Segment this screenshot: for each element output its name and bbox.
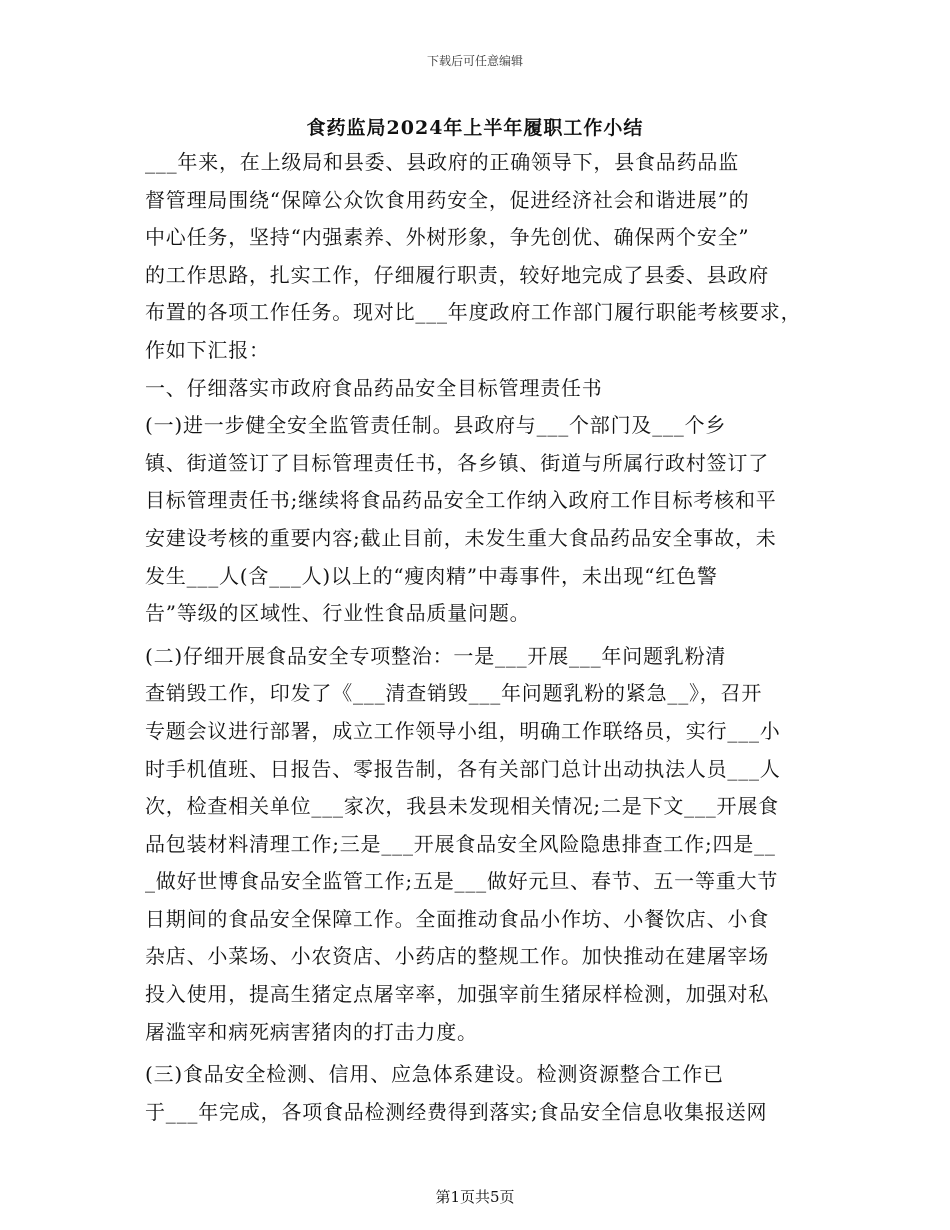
body-line: 发生___人(含___人)以上的“瘦肉精”中毒事件，未出现“红色警 (145, 563, 718, 588)
body-line: 投入使用，提高生猪定点屠宰率，加强宰前生猪尿样检测，加强对私 (145, 982, 769, 1007)
body-line: _做好世博食品安全监管工作;五是___做好元旦、春节、五一等重大节 (145, 869, 779, 894)
section-heading: 一、仔细落实市政府食品药品安全目标管理责任书 (145, 375, 603, 400)
body-line: 作如下汇报： (145, 337, 270, 362)
body-line: 告”等级的区域性、行业性食品质量问题。 (145, 601, 531, 626)
body-line: 镇、街道签订了目标管理责任书，各乡镇、街道与所属行政村签订了 (145, 450, 769, 475)
body-line: 目标管理责任书;继续将食品药品安全工作纳入政府工作目标考核和平 (145, 488, 777, 513)
body-line: 次，检查相关单位___家次，我县未发现相关情况;二是下文___开展食 (145, 794, 779, 819)
body-line: 屠滥宰和病死病害猪肉的打击力度。 (145, 1019, 478, 1044)
body-line: (二)仔细开展食品安全专项整治：一是___开展___年问题乳粉清 (145, 643, 727, 668)
body-line: 的工作思路，扎实工作，仔细履行职责，较好地完成了县委、县政府 (145, 262, 769, 287)
document-body (145, 144, 809, 1131)
page-footer-number: 第1页共5页 (435, 1188, 515, 1206)
body-line: (一)进一步健全安全监管责任制。县政府与___个部门及___个乡 (145, 413, 727, 438)
body-line: 督管理局围绕“保障公众饮食用药安全，促进经济社会和谐进展”的 (145, 187, 750, 212)
body-line: 日期间的食品安全保障工作。全面推动食品小作坊、小餐饮店、小食 (145, 906, 769, 931)
body-line: 安建设考核的重要内容;截止目前，未发生重大食品药品安全事故，未 (145, 525, 777, 550)
page-header-note: 下载后可任意编辑 (426, 54, 523, 68)
body-line: ___年来，在上级局和县委、县政府的正确领导下，县食品药品监 (145, 150, 739, 174)
body-line: 杂店、小菜场、小农资店、小药店的整规工作。加快推动在建屠宰场 (145, 944, 769, 969)
body-line: 布置的各项工作任务。现对比___年度政府工作部门履行职能考核要求， (145, 300, 802, 325)
body-line: 于___年完成，各项食品检测经费得到落实;食品安全信息收集报送网 (145, 1099, 768, 1124)
body-line: 查销毁工作，印发了《___清查销毁___年问题乳粉的紧急__》，召开 (145, 681, 763, 706)
body-line: 专题会议进行部署，成立工作领导小组，明确工作联络员，实行___小 (145, 718, 781, 743)
body-line: 品包装材料清理工作;三是___开展食品安全风险隐患排查工作;四是__ (145, 831, 776, 856)
body-line: 中心任务，坚持“内强素养、外树形象，争先创优、确保两个安全” (145, 225, 750, 250)
body-line: (三)食品安全检测、信用、应急体系建设。检测资源整合工作已 (145, 1062, 724, 1087)
body-line: 时手机值班、日报告、零报告制，各有关部门总计出动执法人员___人 (145, 756, 781, 781)
document-title: 食药监局2024年上半年履职工作小结 (306, 117, 644, 139)
